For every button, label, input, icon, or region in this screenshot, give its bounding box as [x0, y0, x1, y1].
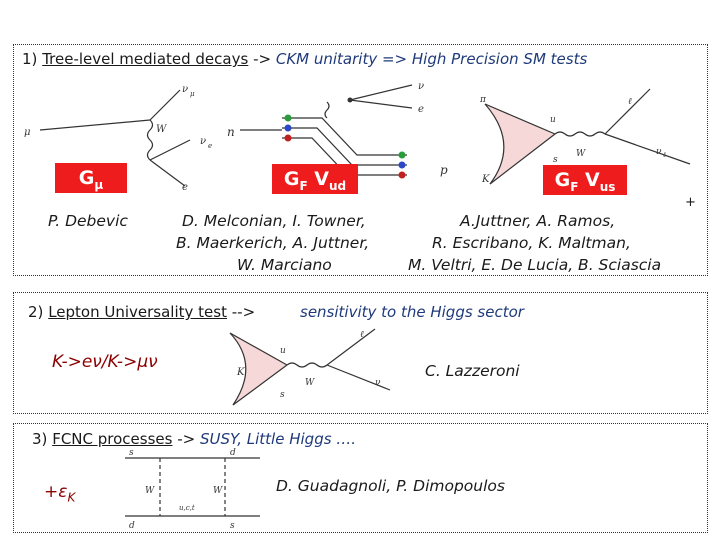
label-neutrino: ν — [656, 147, 662, 157]
label-w-left: W — [145, 486, 155, 496]
label-u-quark: u — [550, 115, 556, 125]
epsilon-k — [44, 482, 75, 504]
gf-vud-sub: ud — [329, 178, 347, 193]
k-e-nu-ratio: K->eν/K->μν — [52, 352, 158, 372]
section3-title: FCNC processes — [52, 430, 173, 448]
label-d-top: d — [230, 448, 236, 458]
section1-arrow: -> — [253, 50, 272, 68]
label-w-right: W — [213, 486, 223, 496]
plus-sign: + — [685, 195, 696, 210]
label-lepton: ℓ — [628, 97, 632, 107]
label-neutrino-sub: ℓ — [663, 151, 666, 159]
gf-vus-box — [543, 165, 627, 195]
gf-vud-box — [272, 164, 358, 194]
label-proton: p — [440, 163, 448, 177]
label-nu-mu-sub: μ — [190, 90, 195, 98]
epsilon-k-symbol: +ε — [44, 482, 68, 502]
label-s-bottom: s — [230, 521, 235, 531]
authors-guadagnoli-dimopoulos: D. Guadagnoli, P. Dimopoulos — [276, 477, 505, 495]
section2-number: 2) — [28, 303, 44, 321]
section1-header — [22, 50, 587, 68]
label-electron-2: e — [418, 104, 424, 115]
section3-arrow: -> — [177, 430, 196, 448]
box-diagram — [115, 448, 270, 533]
label-kaon: K — [482, 174, 490, 185]
label-nu-e: ν — [200, 136, 207, 147]
section3-header — [32, 430, 356, 448]
g-mu-letter: G — [78, 167, 95, 189]
label-antineutrino: ν — [418, 81, 425, 92]
label-neutron: n — [227, 125, 235, 139]
label-nu-mu: ν — [182, 84, 189, 95]
epsilon-k-sub: K — [67, 490, 76, 505]
g-mu-sub: μ — [94, 177, 104, 192]
label-u-quark-2: u — [280, 346, 286, 356]
label-neutrino-2: ν — [375, 378, 381, 388]
label-mu: μ — [24, 127, 31, 138]
authors-vus-line3: M. Veltri, E. De Lucia, B. Sciascia — [408, 256, 662, 274]
author-lazzeroni: C. Lazzeroni — [425, 362, 520, 380]
label-lepton-2: ℓ — [360, 330, 364, 340]
gf-vud-v: V — [307, 168, 329, 190]
section1-number: 1) — [22, 50, 38, 68]
label-s-quark-2: s — [280, 390, 285, 400]
section3-subtitle: SUSY, Little Higgs …. — [199, 430, 357, 448]
label-uct: u,c,t — [179, 504, 195, 512]
label-w: W — [576, 149, 586, 159]
gf-vud-g: G — [283, 168, 300, 190]
gf-vus-g: G — [554, 169, 571, 191]
gf-vud-f: F — [299, 178, 308, 193]
section3-number: 3) — [32, 430, 48, 448]
label-kaon-2: K — [237, 367, 245, 378]
kaon-leptonic-diagram — [225, 325, 405, 415]
label-pion: π — [480, 95, 486, 105]
authors-vud-line1: D. Melconian, I. Towner, — [182, 212, 366, 230]
section1-title: Tree-level mediated decays — [42, 50, 249, 68]
section2-subtitle: sensitivity to the Higgs sector — [300, 303, 524, 321]
authors-vud-line3: W. Marciano — [237, 256, 332, 274]
label-w-plus: W — [156, 124, 167, 135]
g-mu-box — [55, 163, 127, 193]
section1-subtitle: CKM unitarity => High Precision SM tests — [275, 50, 588, 68]
label-d-bottom: d — [129, 521, 135, 531]
authors-vus-line2: R. Escribano, K. Maltman, — [432, 234, 631, 252]
label-s-quark: s — [553, 155, 558, 165]
label-nu-e-sub: e — [208, 142, 213, 150]
section2-arrow: --> — [231, 303, 256, 321]
gf-vus-sub: us — [599, 179, 616, 194]
section2-title: Lepton Universality test — [48, 303, 227, 321]
author-debevic: P. Debevic — [48, 212, 128, 230]
authors-vus-line1: A.Juttner, A. Ramos, — [460, 212, 616, 230]
gf-vus-f: F — [570, 179, 579, 194]
section2-header — [28, 303, 255, 321]
label-w-2: W — [305, 378, 315, 388]
label-s-top: s — [129, 448, 134, 458]
label-electron: e — [182, 182, 188, 193]
gf-vus-v: V — [578, 169, 600, 191]
authors-vud-line2: B. Maerkerich, A. Juttner, — [176, 234, 370, 252]
